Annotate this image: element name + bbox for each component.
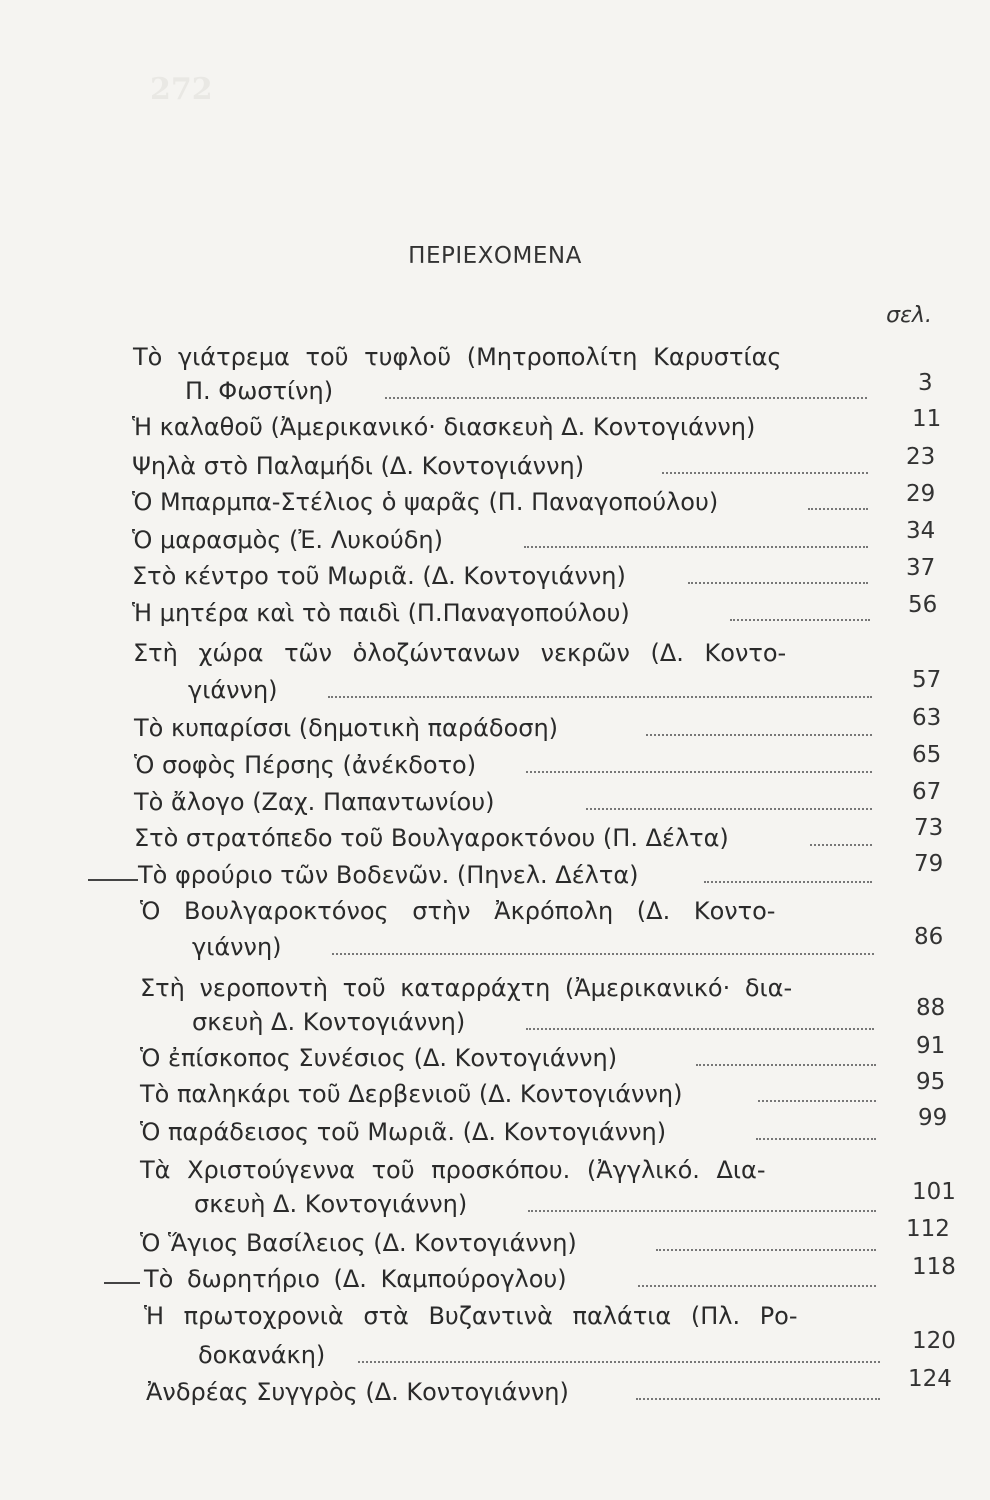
toc-page-number: 56 (908, 592, 938, 618)
toc-page-number: 11 (912, 406, 942, 432)
toc-entry-line (140, 1228, 880, 1260)
dot-leader (328, 696, 872, 698)
toc-entry-text: Τὸ γιάτρεμα τοῦ τυφλοῦ (Μητροπολίτη Καρυστίας (133, 343, 782, 371)
toc-entry-text: δοκανάκη) (198, 1341, 326, 1369)
dot-leader (688, 582, 868, 584)
toc-entry-line (185, 376, 875, 408)
toc-entry-line (132, 525, 872, 557)
toc-entry-text: Στὸ κέντρο τοῦ Μωριᾶ. (Δ. Κοντογιάννη) (132, 562, 626, 590)
toc-entry-line (194, 1189, 880, 1221)
dot-leader (586, 808, 872, 810)
dot-leader (646, 734, 872, 736)
toc-page-number: 99 (918, 1105, 948, 1131)
toc-page-number: 73 (914, 815, 944, 841)
toc-page-number: 112 (906, 1216, 950, 1242)
toc-entry-line (192, 932, 878, 964)
toc-entry-text: Ψηλὰ στὸ Παλαμήδι (Δ. Κοντογιάννη) (132, 452, 585, 480)
toc-page-number: 3 (918, 370, 933, 396)
toc-page-number: 63 (912, 705, 942, 731)
toc-entry-line (140, 973, 884, 1005)
dot-leader (358, 1361, 880, 1363)
toc-entry-text: Ἡ πρωτοχρονιὰ στὰ Βυζαντινὰ παλάτια (Πλ. Ρο- (144, 1302, 798, 1330)
dot-leader (638, 1285, 876, 1287)
toc-entry-text: Στὴ νεροποντὴ τοῦ καταρράχτη (Ἀμερικανικό· δια- (140, 974, 793, 1002)
dot-leader (696, 1064, 876, 1066)
toc-page-number: 23 (906, 444, 936, 470)
toc-entry-text: Τὸ κυπαρίσσι (δημοτικὴ παράδοση) (134, 714, 559, 742)
toc-page-number: 67 (912, 779, 942, 805)
toc-entry-text: Ἀνδρέας Συγγρὸς (Δ. Κοντογιάννη) (146, 1378, 569, 1406)
toc-entry-line (140, 896, 880, 928)
toc-entry-text: γιάννη) (192, 933, 282, 961)
toc-entry-line (132, 487, 872, 519)
toc-entry-line (144, 1264, 880, 1296)
dot-leader (656, 1249, 876, 1251)
dot-leader (528, 1210, 876, 1212)
toc-entry-line (133, 342, 873, 374)
toc-entry-text: Ὁ Ἅγιος Βασίλειος (Δ. Κοντογιάννη) (140, 1229, 577, 1257)
dot-leader (662, 472, 868, 474)
dot-leader (385, 397, 867, 399)
toc-page-number: 118 (912, 1254, 956, 1280)
dot-leader (636, 1398, 880, 1400)
toc-page-number: 120 (912, 1328, 956, 1354)
toc-entry-line (198, 1340, 884, 1372)
toc-entry-text: σκευὴ Δ. Κοντογιάννη) (194, 1190, 468, 1218)
dot-leader (756, 1138, 876, 1140)
toc-page-number: 57 (912, 667, 942, 693)
toc-entry-text: Στὴ χώρα τῶν ὁλοζώντανων νεκρῶν (Δ. Κοντο- (133, 639, 787, 667)
toc-entry-line (146, 1377, 884, 1409)
toc-page-number: 37 (906, 555, 936, 581)
dot-leader (526, 1028, 874, 1030)
dot-leader (526, 771, 872, 773)
toc-page-number: 88 (916, 995, 946, 1021)
toc-entry-line (132, 561, 872, 593)
toc-page-number: 124 (908, 1366, 952, 1392)
toc-entry-line (144, 1301, 886, 1333)
toc-entry-text: σκευὴ Δ. Κοντογιάννη) (192, 1008, 466, 1036)
toc-entry-text: Ὁ Μπαρμπα-Στέλιος ὁ ψαρᾶς (Π. Παναγοπούλου) (132, 488, 719, 516)
toc-entry-line (134, 713, 876, 745)
page-column-label: σελ. (886, 303, 932, 328)
toc-entry-text: γιάννη) (188, 676, 278, 704)
dot-leader (704, 881, 872, 883)
toc-entry-line (188, 675, 876, 707)
toc-entry-text: Τὸ φρούριο τῶν Βοδενῶν. (Πηνελ. Δέλτα) (138, 861, 639, 889)
margin-pencil-mark (88, 879, 138, 881)
page-title: ΠΕΡΙΕΧΟΜΕΝΑ (408, 243, 582, 269)
toc-entry-line (140, 1117, 880, 1149)
toc-entry-text: Ὁ Βουλγαροκτόνος στὴν Ἀκρόπολη (Δ. Κοντο- (140, 897, 776, 925)
toc-entry-text: Τὸ ἄλογο (Ζαχ. Παπαντωνίου) (134, 788, 495, 816)
toc-page-number: 34 (906, 518, 936, 544)
toc-entry-line (133, 638, 873, 670)
dot-leader (730, 619, 870, 621)
dot-leader (332, 953, 874, 955)
toc-entry-text: Ἡ μητέρα καὶ τὸ παιδὶ (Π.Παναγοπούλου) (132, 599, 630, 627)
toc-entry-text: Ὁ παράδεισος τοῦ Μωριᾶ. (Δ. Κοντογιάννη) (140, 1118, 667, 1146)
dot-leader (524, 546, 868, 548)
toc-entry-text: Ὁ σοφὸς Πέρσης (ἀνέκδοτο) (134, 751, 477, 779)
toc-entry-line (140, 1155, 886, 1187)
toc-entry-line (132, 451, 872, 483)
dot-leader (808, 508, 868, 510)
toc-entry-text: Τὸ δωρητήριο (Δ. Καμπούρογλου) (144, 1265, 567, 1293)
toc-page-number: 86 (914, 924, 944, 950)
toc-page-number: 79 (914, 851, 944, 877)
toc-page-number: 101 (912, 1179, 956, 1205)
toc-entry-text: Ὁ μαρασμὸς (Ἐ. Λυκούδη) (132, 526, 443, 554)
toc-page-number: 29 (906, 481, 936, 507)
toc-entry-text: Στὸ στρατόπεδο τοῦ Βουλγαροκτόνου (Π. Δέλτα) (134, 824, 729, 852)
dot-leader (810, 844, 872, 846)
toc-entry-line (192, 1007, 878, 1039)
toc-entry-text: Ἡ καλαθοῦ (Ἀμερικανικό· διασκευὴ Δ. Κοντογιάννη) (132, 413, 756, 441)
toc-entry-line (140, 1079, 880, 1111)
toc-entry-text: Π. Φωστίνη) (185, 377, 334, 405)
toc-page-number: 95 (916, 1069, 946, 1095)
toc-page-number: 65 (912, 742, 942, 768)
toc-entry-line (138, 860, 876, 892)
toc-entry-line (134, 823, 876, 855)
margin-pencil-mark (104, 1282, 140, 1284)
toc-page-number: 91 (916, 1033, 946, 1059)
toc-entry-line (132, 598, 874, 630)
dot-leader (758, 1100, 876, 1102)
toc-entry-line (140, 1043, 880, 1075)
toc-entry-text: Τὸ παληκάρι τοῦ Δερβενιοῦ (Δ. Κοντογιάννη) (140, 1080, 683, 1108)
toc-entry-text: Τὰ Χριστούγεννα τοῦ προσκόπου. (Ἀγγλικό. Δια- (140, 1156, 766, 1184)
toc-entry-text: Ὁ ἐπίσκοπος Συνέσιος (Δ. Κοντογιάννη) (140, 1044, 618, 1072)
toc-entry-line (132, 412, 892, 444)
toc-entry-line (134, 787, 876, 819)
faint-page-number: 272 (150, 72, 213, 107)
toc-entry-line (134, 750, 876, 782)
